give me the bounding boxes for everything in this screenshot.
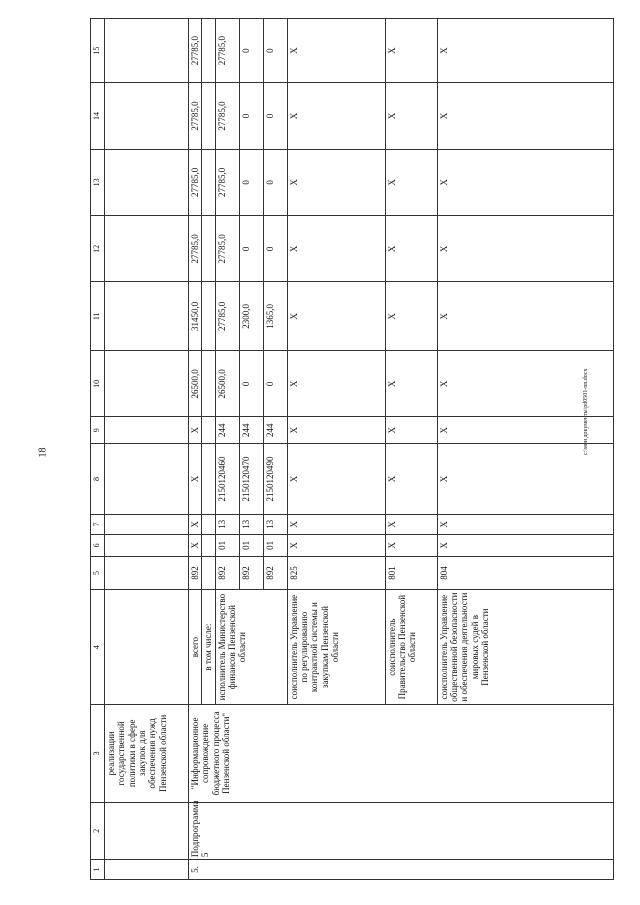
col-header: 4: [91, 590, 105, 705]
table-cell: X: [287, 149, 385, 215]
col-header: 2: [91, 802, 105, 860]
table-cell: 892: [239, 556, 263, 589]
budget-table: [90, 18, 614, 880]
col-header: 13: [91, 149, 105, 215]
table-cell: 244: [263, 417, 287, 444]
table-cell: 0: [239, 149, 263, 215]
table-cell: 244: [215, 417, 239, 444]
table-cell: X: [385, 351, 437, 417]
table-cell: [105, 351, 189, 417]
table-cell: X: [287, 534, 385, 556]
col-header: 9: [91, 417, 105, 444]
table-cell: соисполнитель Управление общественной безопасности и обеспечения деятельности мировых судей в Пензенской области: [437, 590, 613, 705]
table-cell: 2150120470: [239, 444, 263, 515]
table-cell: 0: [263, 83, 287, 149]
table-cell: 0: [263, 216, 287, 282]
table-cell: 2150120460: [215, 444, 239, 515]
table-cell: X: [287, 282, 385, 351]
table-cell: 27785,0: [215, 83, 239, 149]
table-cell: [105, 534, 189, 556]
col-header: 12: [91, 216, 105, 282]
table-cell: X: [385, 282, 437, 351]
table-cell: X: [437, 149, 613, 215]
table-cell: 27785,0: [189, 83, 202, 149]
table-cell: 26500,0: [189, 351, 202, 417]
table-cell: 26500,0: [215, 351, 239, 417]
table-cell: 27785,0: [189, 149, 202, 215]
col-header: 6: [91, 534, 105, 556]
table-cell: соисполнитель Правительство Пензенской области: [385, 590, 437, 705]
table-cell: 0: [239, 83, 263, 149]
col-header: 5: [91, 556, 105, 589]
col-header: 14: [91, 83, 105, 149]
page-number: 18: [37, 447, 49, 458]
table-cell: 27785,0: [189, 216, 202, 282]
table-cell: X: [287, 19, 385, 83]
table-cell: X: [437, 83, 613, 149]
table-cell: 1365,0: [263, 282, 287, 351]
col-header: 7: [91, 514, 105, 534]
table-cell: X: [287, 351, 385, 417]
table-cell: [105, 514, 189, 534]
table-cell: X: [437, 534, 613, 556]
col-header: 15: [91, 19, 105, 83]
table-cell: [202, 149, 215, 215]
table-cell: исполнитель Министерство финансов Пензенской области: [215, 590, 287, 705]
table-cell: X: [437, 216, 613, 282]
table-cell: 0: [239, 19, 263, 83]
column-number-row: [91, 19, 105, 880]
table-cell: [105, 556, 189, 589]
table-cell: в том числе:: [202, 590, 215, 705]
table-cell: X: [385, 216, 437, 282]
table-cell: 01: [215, 534, 239, 556]
table-cell: [105, 590, 189, 705]
table-cell: 892: [215, 556, 239, 589]
table-cell: [202, 83, 215, 149]
subprogram-name: "Информационное сопровождение бюджетного процесса Пензенской области": [189, 705, 614, 802]
table-cell: X: [385, 534, 437, 556]
col-header: 3: [91, 705, 105, 802]
footer-file-path: c:\мои документы\pd0501-nn.docx: [583, 368, 589, 455]
table-cell: [202, 19, 215, 83]
table-cell: X: [385, 444, 437, 515]
table-cell: 892: [189, 556, 202, 589]
budget-table-region: [90, 18, 614, 880]
table-cell: X: [287, 514, 385, 534]
table-cell: X: [189, 417, 202, 444]
col-header: 11: [91, 282, 105, 351]
table-cell: [202, 351, 215, 417]
table-cell: X: [385, 83, 437, 149]
table-cell: X: [189, 534, 202, 556]
table-cell: [202, 514, 215, 534]
table-cell: реализации государственной политики в сфере закупок для обеспечения нужд Пензенской области: [105, 705, 189, 802]
table-cell: 2150120490: [263, 444, 287, 515]
table-cell: 01: [263, 534, 287, 556]
table-cell: [202, 417, 215, 444]
table-cell: 27785,0: [215, 282, 239, 351]
table-cell: [105, 444, 189, 515]
table-cell: 0: [239, 351, 263, 417]
table-cell: всего: [189, 590, 202, 705]
subprogram-label: Подпрограмма 5: [189, 802, 614, 860]
col-header: 10: [91, 351, 105, 417]
table-cell: 244: [239, 417, 263, 444]
table-cell: 825: [287, 556, 385, 589]
table-cell: [202, 534, 215, 556]
table-cell: 892: [263, 556, 287, 589]
table-cell: [105, 83, 189, 149]
table-cell: X: [437, 417, 613, 444]
table-cell: X: [287, 216, 385, 282]
table-cell: [105, 417, 189, 444]
table-cell: X: [437, 514, 613, 534]
table-cell: 27785,0: [215, 19, 239, 83]
row-number: 5.: [189, 860, 614, 880]
table-cell: 01: [239, 534, 263, 556]
table-cell: 13: [215, 514, 239, 534]
table-cell: [105, 149, 189, 215]
table-cell: X: [287, 444, 385, 515]
table-cell: X: [385, 149, 437, 215]
table-cell: X: [437, 444, 613, 515]
table-cell: соисполнитель Управление по регулированию контрактной системы и закупкам Пензенской области: [287, 590, 385, 705]
table-cell: 0: [263, 149, 287, 215]
table-cell: 804: [437, 556, 613, 589]
table-cell: [202, 216, 215, 282]
table-cell: 13: [239, 514, 263, 534]
table-cell: 27785,0: [215, 216, 239, 282]
table-row: [189, 19, 202, 880]
table-cell: [202, 556, 215, 589]
table-cell: X: [385, 19, 437, 83]
table-cell: 0: [263, 19, 287, 83]
table-cell: 27785,0: [189, 19, 202, 83]
table-cell: [105, 802, 189, 860]
col-header: 8: [91, 444, 105, 515]
table-cell: 31450,0: [189, 282, 202, 351]
table-cell: 2300,0: [239, 282, 263, 351]
table-cell: 27785,0: [215, 149, 239, 215]
col-header: 1: [91, 860, 105, 880]
table-cell: X: [189, 514, 202, 534]
table-cell: X: [189, 444, 202, 515]
table-cell: X: [437, 351, 613, 417]
table-cell: X: [385, 417, 437, 444]
table-cell: [105, 282, 189, 351]
table-cell: 0: [263, 351, 287, 417]
table-cell: X: [385, 514, 437, 534]
table-cell: 801: [385, 556, 437, 589]
table-cell: 13: [263, 514, 287, 534]
table-cell: [105, 860, 189, 880]
table-cell: X: [437, 19, 613, 83]
table-cell: [105, 19, 189, 83]
table-cell: [105, 216, 189, 282]
table-cell: [202, 444, 215, 515]
table-cell: X: [287, 417, 385, 444]
table-cell: [202, 282, 215, 351]
table-cell: X: [287, 83, 385, 149]
table-cell: X: [437, 282, 613, 351]
continuation-row: [105, 19, 189, 880]
table-cell: 0: [239, 216, 263, 282]
